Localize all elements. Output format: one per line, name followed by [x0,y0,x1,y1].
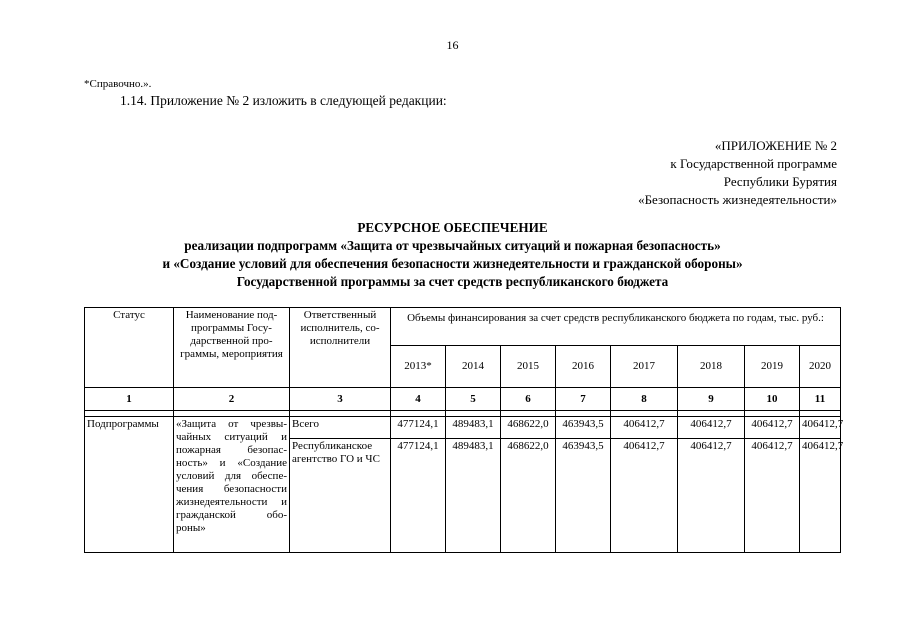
value-cell: 406412,7 [745,439,800,553]
value-cell: 406412,7 [678,417,745,439]
column-number: 8 [611,388,678,411]
appendix-line: Республики Бурятия [723,174,837,189]
subprogram-name-cell: «Защита от чрезвы-чайных ситуаций и пожарная безопас-ность» и «Создание условий для обеспе-чения безопасности жизнедеятельности и гражданской обо-роны» [174,417,290,553]
document-subtitle: реализации подпрограмм «Защита от чрезвычайных ситуаций и пожарная безопасность» [184,238,721,253]
header-name: Наименование под-программы Госу-дарственной про-граммы, мероприятия [174,308,290,388]
column-number: 5 [446,388,501,411]
appendix-line: «ПРИЛОЖЕНИЕ № 2 [714,138,837,153]
column-number-row [85,388,841,411]
value-cell: 468622,0 [501,417,556,439]
document-subtitle: Государственной программы за счет средств республиканского бюджета [236,274,669,289]
value-cell: 406412,7 [611,417,678,439]
column-number: 10 [745,388,800,411]
year-cell: 2014 [446,346,501,388]
value-cell: 468622,0 [501,439,556,553]
column-number: 4 [391,388,446,411]
year-cell: 2018 [678,346,745,388]
resource-table [84,307,844,553]
value-cell: 463943,5 [556,439,611,553]
table-row [85,417,841,439]
executor-cell: Всего [290,417,391,439]
column-number: 11 [800,388,841,411]
column-number: 7 [556,388,611,411]
executor-cell: Республиканское агентство ГО и ЧС [290,439,391,553]
value-cell: 489483,1 [446,417,501,439]
header-row [85,308,841,346]
header-status: Статус [85,308,174,388]
value-cell: 489483,1 [446,439,501,553]
column-number: 2 [174,388,290,411]
footnote-reference: *Справочно.». [84,78,152,90]
year-cell: 2020 [800,346,841,388]
value-cell: 406412,7 [800,417,841,439]
year-cell: 2013* [391,346,446,388]
appendix-line: к Государственной программе [670,156,837,171]
header-executor: Ответственный исполнитель, со-исполнители [290,308,391,388]
appendix-line: «Безопасность жизнедеятельности» [638,192,837,207]
document-subtitle: и «Создание условий для обеспечения безопасности жизнедеятельности и гражданской обороны» [162,256,743,271]
value-cell: 406412,7 [611,439,678,553]
year-cell: 2015 [501,346,556,388]
document-title: РЕСУРСНОЕ ОБЕСПЕЧЕНИЕ [357,220,548,235]
column-number: 6 [501,388,556,411]
value-cell: 406412,7 [745,417,800,439]
year-cell: 2016 [556,346,611,388]
column-number: 1 [85,388,174,411]
value-cell: 477124,1 [391,439,446,553]
value-cell: 463943,5 [556,417,611,439]
year-cell: 2019 [745,346,800,388]
page-number: 16 [446,38,459,52]
value-cell: 477124,1 [391,417,446,439]
status-cell: Подпрограммы [85,417,174,553]
intro-paragraph: 1.14. Приложение № 2 изложить в следующей редакции: [120,93,447,108]
column-number: 9 [678,388,745,411]
year-cell: 2017 [611,346,678,388]
value-cell: 406412,7 [678,439,745,553]
header-funding: Объемы финансирования за счет средств республиканского бюджета по годам, тыс. руб.: [391,308,841,346]
column-number: 3 [290,388,391,411]
value-cell: 406412,7 [800,439,841,553]
